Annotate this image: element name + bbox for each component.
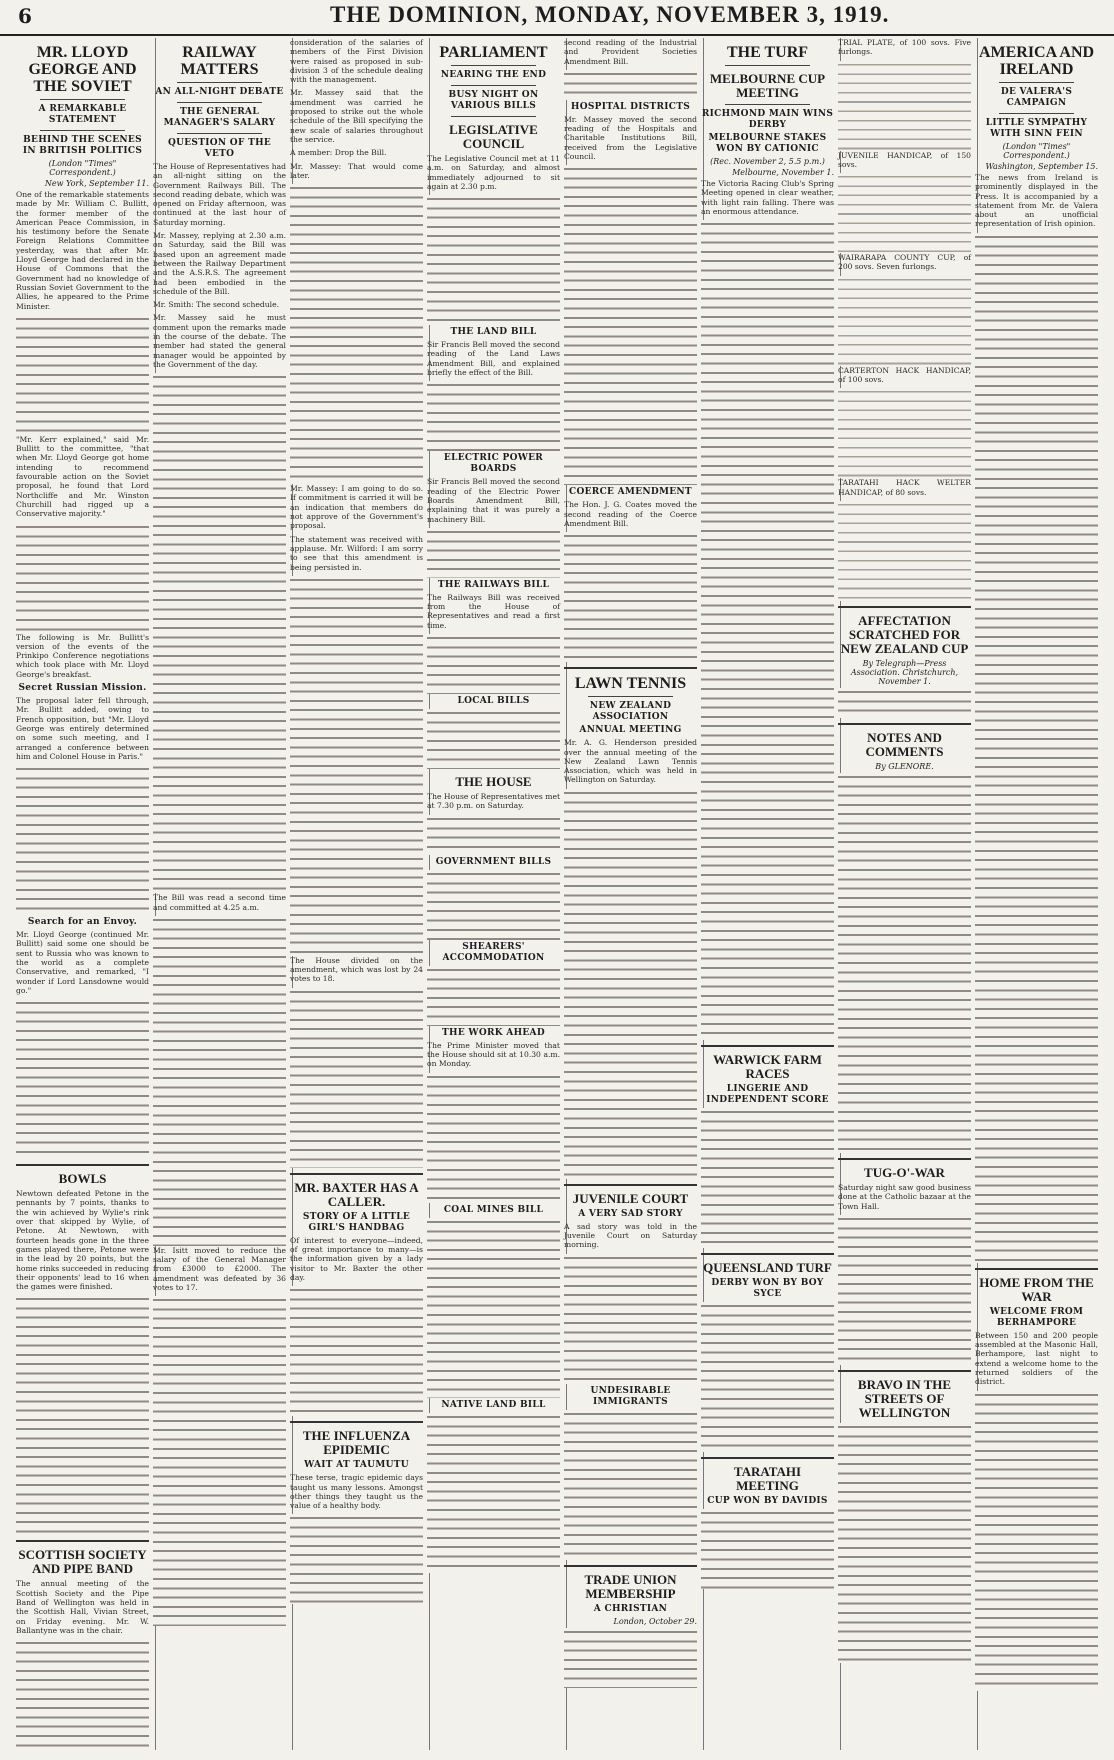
headline-lawn-tennis: LAWN TENNIS: [574, 675, 687, 693]
text-block: [427, 1073, 560, 1203]
article-paragraph: The House of Representatives had an all-night sitting on the Government Railways Bill. The second reading debate, which was opened on Friday afternoon, was continued at the last hour of Saturday morning.: [153, 162, 286, 227]
byline: (London "Times" Correspondent.): [48, 159, 117, 177]
deck: MELBOURNE STAKES WON BY CATIONIC: [708, 133, 827, 154]
subhead: AN ALL-NIGHT DEBATE: [155, 87, 284, 97]
text-block: [427, 1413, 560, 1573]
text-block: [838, 688, 971, 718]
article-paragraph: One of the remarkable statements made by Mr. William C. Bullitt, the former member of the American Peace Commission, in his testimony before the Senate Foreign Relations Committee yesterday, was that after Mr. Lloyd George had declared in the House of Commons that the Government had no knowledge of Russian Soviet Government to the Allies, he appeared to the Prime Minister.: [16, 190, 149, 311]
article-paragraph: The Legislative Council met at 11 a.m. on Saturday, and almost immediately adjourned to sit again at 2.30 p.m.: [427, 154, 560, 191]
article-paragraph: The proposal later fell through, Mr. Bullitt added, owing to French opposition, but "Mr. Lloyd George was entirely determined on some such meeting, and I arranged a conference between him and Colonel House in Paris.": [16, 696, 149, 761]
article-paragraph: Sir Francis Bell moved the second reading of the Electric Power Boards Amendment Bill, explaining that it was purely a machinery Bill.: [427, 477, 560, 524]
text-block: [16, 765, 149, 915]
race-results-block: [838, 61, 971, 151]
column-1: [10, 38, 156, 1750]
article-paragraph: The Hon. J. G. Coates moved the second reading of the Coerce Amendment Bill.: [564, 500, 697, 528]
text-block: [564, 165, 697, 485]
text-block: [427, 195, 560, 325]
text-block: [838, 773, 971, 1153]
headline-trade-union: TRADE UNION MEMBERSHIP: [584, 1571, 677, 1601]
article-paragraph: Mr. Massey, replying at 2.30 a.m. on Saturday, said the Bill was based upon an agreement made between the Railway Department and the A.S.R.S. The agreement had been embodied in the schedule of the Bill.: [153, 231, 286, 296]
article-paragraph: consideration of the salaries of members of the First Division were raised as proposed in sub-division 3 of the schedule dealing with the management.: [290, 38, 423, 85]
text-block: [16, 1639, 149, 1750]
headline-baxter: MR. BAXTER HAS A CALLER.: [294, 1179, 419, 1209]
headline-america-ireland: AMERICA AND IRELAND: [978, 44, 1095, 78]
text-block: [290, 1286, 423, 1416]
column-6: [695, 38, 841, 1750]
race-results-block: [838, 276, 971, 366]
page-number: 6: [18, 4, 32, 28]
article-paragraph: Mr. Lloyd George (continued Mr. Bullitt) said some one should be sent to Russia who was known to the world as a complete Conservative, and remarked, "I wonder if Lord Lansdowne would go.": [16, 930, 149, 995]
issue-date: MONDAY, NOVEMBER 3, 1919.: [535, 2, 890, 27]
column-4: [421, 38, 567, 1750]
article-paragraph: A sad story was told in the Juvenile Court on Saturday morning.: [564, 1221, 697, 1250]
race-entry: CARTERTON HACK HANDICAP, of 100 sovs.: [838, 365, 971, 385]
text-block: [564, 1254, 697, 1384]
section-heading: Search for an Envoy.: [27, 917, 138, 928]
deck: BUSY NIGHT ON VARIOUS BILLS: [448, 90, 539, 111]
race-results-block: [838, 388, 971, 478]
section-heading: THE WORK AHEAD: [442, 1027, 545, 1038]
headline-bowls: BOWLS: [58, 1171, 107, 1187]
subhead: DE VALERA'S CAMPAIGN: [1000, 87, 1073, 108]
masthead: [0, 0, 1114, 36]
byline: (London "Times" Correspondent.): [1002, 142, 1071, 160]
section-heading: THE LAND BILL: [450, 327, 537, 338]
race-entry: TARATAHI HACK WELTER HANDICAP, of 80 sovs.: [838, 478, 971, 497]
article-paragraph: The news from Ireland is prominently displayed in the Press. It is accompanied by a statement from Mr. de Valera about an unofficial representation of Irish opinion.: [975, 173, 1098, 229]
section-heading: ELECTRIC POWER BOARDS: [443, 453, 544, 475]
subhead: DERBY WON BY BOY SYCE: [711, 1278, 824, 1300]
subhead: CUP WON BY DAVIDIS: [707, 1496, 828, 1507]
article-paragraph: The Victoria Racing Club's Spring Meeting opened in clear weather, with light rain falling. There was an enormous attendance.: [701, 179, 834, 216]
race-results-block: [701, 220, 834, 1040]
text-block: [975, 233, 1098, 1263]
headline-parliament: PARLIAMENT: [439, 44, 548, 61]
headline-tug-o-war: TUG-O'-WAR: [864, 1164, 945, 1180]
deck: RICHMOND MAIN WINS DERBY: [701, 109, 834, 130]
column-5: [558, 38, 704, 1750]
text-block: [427, 1218, 560, 1398]
article-paragraph: These terse, tragic epidemic days taught us many lessons. Amongst other things they taught us the value of a healthy body.: [290, 1473, 423, 1511]
text-block: [564, 1410, 697, 1560]
headline-influenza: THE INFLUENZA EPIDEMIC: [302, 1428, 411, 1458]
article-paragraph: Mr. A. G. Henderson presided over the annual meeting of the New Zealand Lawn Tennis Association, which was held in Wellington on Saturday.: [564, 738, 697, 785]
article-paragraph: Mr. Massey moved the second reading of the Hospitals and Charitable Institutions Bill, received from the Legislative Council.: [564, 114, 697, 162]
section-heading: Secret Russian Mission.: [18, 683, 147, 694]
section-heading: UNDESIRABLE IMMIGRANTS: [590, 1385, 671, 1407]
article-paragraph: Mr. Smith: The second schedule.: [153, 300, 280, 310]
article-paragraph: Mr. Isitt moved to reduce the salary of the General Manager from £3000 to £2000. The amendment was defeated by 36 votes to 17.: [153, 1245, 286, 1293]
article-paragraph: The annual meeting of the Scottish Society and the Pipe Band of Wellington was held in the Scottish Hall, Vivian Street, on Friday evening. Mr. W. Ballantyne was in the chair.: [16, 1579, 149, 1635]
text-block: [290, 988, 423, 1168]
text-block: [564, 789, 697, 1179]
text-block: [564, 532, 697, 662]
column-8: [969, 38, 1104, 1750]
text-block: [427, 528, 560, 578]
section-heading: LOCAL BILLS: [457, 696, 530, 707]
subhead: NEW ZEALAND ASSOCIATION: [589, 701, 672, 723]
text-block: [290, 184, 423, 484]
column-2: [147, 38, 293, 1750]
article-paragraph: second reading of the Industrial and Provident Societies Amendment Bill.: [564, 38, 697, 66]
dateline: Washington, September 15.: [985, 162, 1098, 171]
text-block: [427, 634, 560, 694]
section-heading: THE RAILWAYS BILL: [437, 579, 550, 590]
deck: THE GENERAL MANAGER'S SALARY: [163, 107, 276, 128]
headline-home-from-war: HOME FROM THE WAR: [979, 1274, 1094, 1304]
section-heading: HOSPITAL DISTRICTS: [570, 101, 691, 112]
subhead: ANNUAL MEETING: [579, 725, 682, 736]
text-block: [16, 523, 149, 633]
headline-affectation: AFFECTATION SCRATCHED FOR NEW ZEALAND CUP: [840, 612, 969, 656]
headline-lloyd-george: MR. LLOYD GEORGE AND THE SOVIET: [28, 44, 137, 95]
text-block: [564, 70, 697, 100]
section-heading: SHEARERS' ACCOMMODATION: [442, 941, 545, 963]
headline-notes-comments: NOTES AND COMMENTS: [865, 729, 944, 759]
text-block: [290, 576, 423, 956]
paper-title: [330, 2, 889, 28]
race-results-block: [838, 501, 971, 601]
article-paragraph: The House divided on the amendment, which was lost by 24 votes to 18.: [290, 955, 423, 984]
article-paragraph: "Mr. Kerr explained," said Mr. Bullitt to the committee, "that when Mr. Lloyd George got home intending to recommend favourable action on the Soviet proposal, he found that Lord Northcliffe and Mr. Winston Churchill had rigged up a Conservative majority.": [16, 434, 149, 519]
text-block: [153, 373, 286, 893]
column-7: [832, 38, 978, 1750]
subhead: WAIT AT TAUMUTU: [304, 1460, 409, 1471]
section-heading: THE HOUSE: [455, 774, 532, 790]
article-paragraph: Between 150 and 200 people assembled at the Masonic Hall, Berhampore, last night to extend a welcome home to the returned soldiers of the district.: [975, 1330, 1098, 1387]
section-heading: GOVERNMENT BILLS: [435, 856, 552, 867]
dateline: New York, September 11.: [44, 179, 149, 188]
subhead: A CHRISTIAN: [593, 1603, 668, 1614]
deck: QUESTION OF THE VETO: [167, 138, 272, 159]
race-entry: TRIAL PLATE, of 100 sovs. Five furlongs.: [838, 38, 971, 57]
text-block: [427, 709, 560, 769]
deck: BEHIND THE SCENES IN BRITISH POLITICS: [22, 135, 143, 156]
deck: LITTLE SYMPATHY WITH SINN FEIN: [985, 118, 1088, 139]
text-block: [564, 1628, 697, 1688]
race-entry: WAIRARAPA COUNTY CUP, of 200 sovs. Seven furlongs.: [838, 253, 971, 272]
article-paragraph: Mr. Massey: I am going to do so. If commitment is carried it will be an indication that members do not approve of the Government's proposal.: [290, 484, 423, 531]
section-heading: COERCE AMENDMENT: [569, 487, 692, 498]
text-block: [290, 1514, 423, 1604]
headline-warwick-farm: WARWICK FARM RACES: [713, 1052, 822, 1082]
byline: (Rec. November 2, 5.5 p.m.): [710, 157, 825, 166]
headline-bravo: BRAVO IN THE STREETS OF WELLINGTON: [857, 1376, 952, 1420]
article-paragraph: The following is Mr. Bullitt's version of the events of the Prinkipo Conference negotiations which took place with Mr. Lloyd George's breakfast.: [16, 632, 149, 679]
race-results-block: [838, 173, 971, 253]
text-block: [427, 815, 560, 855]
text-block: [427, 381, 560, 451]
subhead: A VERY SAD STORY: [578, 1208, 683, 1219]
text-block: [427, 870, 560, 940]
subhead: WELCOME FROM BERHAMPORE: [989, 1306, 1084, 1328]
headline-railway-matters: RAILWAY MATTERS: [180, 44, 259, 78]
section-heading: NATIVE LAND BILL: [441, 1399, 546, 1410]
headline-the-turf: THE TURF: [726, 44, 809, 61]
article-paragraph: Mr. Massey said he must comment upon the remarks made in the course of the debate. The member had stated the general manager would be appointed by the Government of the day.: [153, 313, 286, 369]
race-entry: JUVENILE HANDICAP, of 150 sovs.: [838, 150, 971, 169]
subhead: NEARING THE END: [440, 70, 547, 80]
article-paragraph: Sir Francis Bell moved the second reading of the Land Laws Amendment Bill, and explained briefly the effect of the Bill.: [427, 340, 560, 378]
byline: By GLENORE.: [875, 761, 934, 771]
article-paragraph: Of interest to everyone—indeed, of great importance to many—is the information given by a lady visitor to Mr. Baxter the other day.: [290, 1235, 423, 1282]
article-paragraph: Mr. Massey: That would come later.: [290, 161, 423, 180]
headline-queensland-turf: QUEENSLAND TURF: [703, 1260, 832, 1276]
text-block: [16, 315, 149, 435]
subhead: MELBOURNE CUP MEETING: [709, 71, 826, 100]
text-block: [701, 1509, 834, 1589]
article-paragraph: A member: Drop the Bill.: [290, 148, 387, 158]
article-paragraph: The statement was received with applause. Mr. Wilford: I am sorry to see that this amendment is being persisted in.: [290, 534, 423, 572]
article-paragraph: The Prime Minister moved that the House should sit at 10.30 a.m. on Monday.: [427, 1040, 560, 1069]
dateline: London, October 29.: [613, 1616, 697, 1626]
article-paragraph: Newtown defeated Petone in the pennants by 7 points, thanks to the win achieved by Wylie's rink over that skipped by Wylie, of Petone. At Newtown, with fourteen heads gone in the three games played there, Petone were in the lead by 20 points, but the home rinks succeeded in reducing their opponents' lead to 16 when the games were finished.: [16, 1189, 149, 1292]
headline-taratahi: TARATAHI MEETING: [733, 1464, 802, 1494]
text-block: [153, 916, 286, 1246]
text-block: [701, 1302, 834, 1452]
headline-juvenile-court: JUVENILE COURT: [572, 1190, 689, 1206]
columns: [10, 38, 1104, 1750]
section-heading: COAL MINES BILL: [443, 1204, 544, 1215]
headline-scottish-society: SCOTTISH SOCIETY AND PIPE BAND: [18, 1547, 147, 1577]
subhead: STORY OF A LITTLE GIRL'S HANDBAG: [302, 1211, 411, 1233]
article-paragraph: The House of Representatives met at 7.30 p.m. on Saturday.: [427, 792, 560, 811]
text-block: [838, 1423, 971, 1663]
text-block: [153, 1296, 286, 1626]
article-paragraph: The Railways Bill was received from the House of Representatives and read a first time.: [427, 592, 560, 630]
text-block: [16, 999, 149, 1159]
text-block: [427, 966, 560, 1026]
byline: By Telegraph—Press Association. Christchurch, November 1.: [850, 658, 959, 686]
text-block: [975, 1391, 1098, 1691]
dateline: Melbourne, November 1.: [732, 168, 834, 177]
text-block: [838, 1215, 971, 1365]
text-block: [701, 1108, 834, 1248]
subhead: A REMARKABLE STATEMENT: [38, 104, 127, 125]
text-block: [16, 1295, 149, 1535]
subhead: LINGERIE AND INDEPENDENT SCORE: [706, 1084, 829, 1106]
article-paragraph: Mr. Massey said that the amendment was carried he proposed to strike out the whole schedule of the Bill specifying the new scale of salaries throughout the service.: [290, 88, 423, 144]
paper-name: THE DOMINION,: [330, 2, 529, 27]
column-3: [284, 38, 430, 1750]
article-paragraph: Saturday night saw good business done at the Catholic bazaar at the Town Hall.: [838, 1182, 971, 1211]
article-paragraph: The Bill was read a second time and committed at 4.25 a.m.: [153, 893, 286, 912]
section-heading: LEGISLATIVE COUNCIL: [449, 122, 538, 151]
